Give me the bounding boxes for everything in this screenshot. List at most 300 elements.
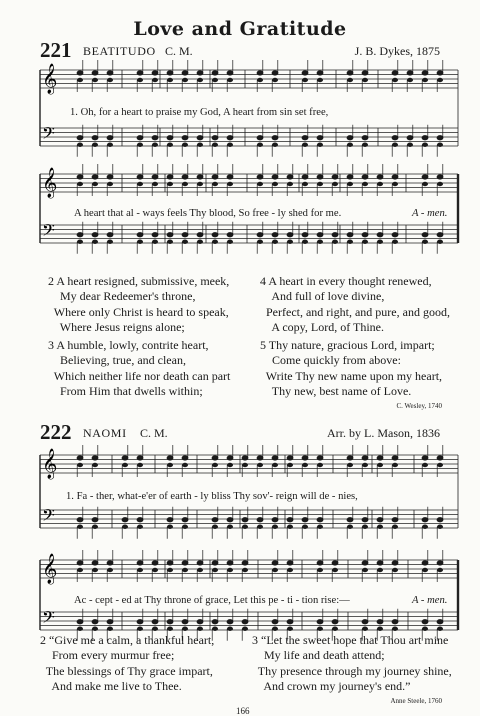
note-head bbox=[107, 233, 113, 237]
note-head bbox=[272, 240, 278, 244]
note-head bbox=[182, 175, 188, 179]
note-head bbox=[137, 525, 143, 529]
note-head bbox=[392, 463, 398, 467]
note-head bbox=[347, 175, 353, 179]
note-head bbox=[287, 240, 293, 244]
note-head bbox=[317, 456, 323, 460]
note-head bbox=[212, 561, 218, 565]
note-head bbox=[377, 620, 383, 624]
note-head bbox=[317, 182, 323, 186]
composer: J. B. Dykes, 1875 bbox=[354, 44, 440, 58]
note-head bbox=[317, 518, 323, 522]
note-head bbox=[407, 78, 413, 82]
note-head bbox=[302, 71, 308, 75]
note-head bbox=[242, 568, 248, 572]
note-head bbox=[197, 233, 203, 237]
note-head bbox=[137, 463, 143, 467]
note-head bbox=[92, 136, 98, 140]
note-head bbox=[92, 525, 98, 529]
note-head bbox=[422, 620, 428, 624]
note-head bbox=[182, 233, 188, 237]
note-head bbox=[362, 561, 368, 565]
note-head bbox=[182, 182, 188, 186]
note-head bbox=[287, 233, 293, 237]
note-head bbox=[407, 143, 413, 147]
note-head bbox=[182, 136, 188, 140]
note-head bbox=[197, 136, 203, 140]
lyric-line: 1. Oh, for a heart to praise my God, A heart from sin set free, bbox=[70, 107, 329, 118]
note-head bbox=[422, 182, 428, 186]
note-head bbox=[362, 182, 368, 186]
note-head bbox=[272, 78, 278, 82]
note-head bbox=[422, 463, 428, 467]
note-head bbox=[107, 71, 113, 75]
note-head bbox=[377, 627, 383, 631]
note-head bbox=[392, 240, 398, 244]
note-head bbox=[167, 620, 173, 624]
note-head bbox=[317, 568, 323, 572]
page-number: 166 bbox=[236, 706, 250, 716]
note-head bbox=[332, 175, 338, 179]
note-head bbox=[422, 240, 428, 244]
note-head bbox=[392, 78, 398, 82]
note-head bbox=[317, 620, 323, 624]
note-head bbox=[107, 143, 113, 147]
note-head bbox=[167, 463, 173, 467]
note-head bbox=[77, 78, 83, 82]
note-head bbox=[422, 627, 428, 631]
treble-clef-icon: 𝄞 bbox=[42, 168, 58, 198]
note-head bbox=[257, 456, 263, 460]
note-head bbox=[347, 143, 353, 147]
note-head bbox=[392, 620, 398, 624]
note-head bbox=[287, 463, 293, 467]
note-head bbox=[392, 71, 398, 75]
note-head bbox=[392, 136, 398, 140]
note-head bbox=[392, 233, 398, 237]
note-head bbox=[152, 240, 158, 244]
amen-text: A - men. bbox=[412, 595, 448, 606]
note-head bbox=[77, 620, 83, 624]
author-credit: C. Wesley, 1740 bbox=[396, 402, 442, 410]
note-head bbox=[107, 568, 113, 572]
note-head bbox=[197, 561, 203, 565]
note-head bbox=[227, 518, 233, 522]
note-head bbox=[347, 182, 353, 186]
composer: Arr. by L. Mason, 1836 bbox=[327, 426, 440, 440]
note-head bbox=[152, 233, 158, 237]
note-head bbox=[362, 456, 368, 460]
note-head bbox=[287, 175, 293, 179]
note-head bbox=[77, 175, 83, 179]
note-head bbox=[422, 561, 428, 565]
note-head bbox=[167, 525, 173, 529]
note-head bbox=[377, 518, 383, 522]
note-head bbox=[182, 568, 188, 572]
note-head bbox=[137, 568, 143, 572]
note-head bbox=[272, 568, 278, 572]
note-head bbox=[287, 561, 293, 565]
treble-clef-icon: 𝄞 bbox=[42, 554, 58, 584]
note-head bbox=[272, 143, 278, 147]
note-head bbox=[302, 143, 308, 147]
bass-clef-icon: 𝄢 bbox=[42, 607, 55, 631]
note-head bbox=[242, 525, 248, 529]
note-head bbox=[107, 561, 113, 565]
note-head bbox=[152, 561, 158, 565]
note-head bbox=[152, 627, 158, 631]
note-head bbox=[227, 78, 233, 82]
note-head bbox=[167, 240, 173, 244]
note-head bbox=[227, 463, 233, 467]
note-head bbox=[362, 240, 368, 244]
note-head bbox=[437, 182, 443, 186]
note-head bbox=[332, 561, 338, 565]
note-head bbox=[212, 463, 218, 467]
note-head bbox=[377, 525, 383, 529]
note-head bbox=[167, 182, 173, 186]
note-head bbox=[347, 71, 353, 75]
note-head bbox=[167, 561, 173, 565]
note-head bbox=[362, 568, 368, 572]
note-head bbox=[302, 456, 308, 460]
note-head bbox=[77, 518, 83, 522]
note-head bbox=[392, 518, 398, 522]
note-head bbox=[107, 620, 113, 624]
note-head bbox=[92, 182, 98, 186]
note-head bbox=[437, 71, 443, 75]
tune-name: BEATITUDO bbox=[83, 44, 156, 58]
note-head bbox=[257, 518, 263, 522]
note-head bbox=[362, 143, 368, 147]
lyric-line: 1. Fa - ther, what-e'er of earth - ly bliss Thy sov'- reign will de - nies, bbox=[66, 491, 358, 502]
note-head bbox=[347, 240, 353, 244]
note-head bbox=[287, 568, 293, 572]
note-head bbox=[107, 182, 113, 186]
note-head bbox=[77, 456, 83, 460]
note-head bbox=[422, 233, 428, 237]
note-head bbox=[347, 518, 353, 522]
note-head bbox=[437, 240, 443, 244]
note-head bbox=[167, 568, 173, 572]
note-head bbox=[377, 561, 383, 565]
note-head bbox=[167, 175, 173, 179]
note-head bbox=[422, 456, 428, 460]
lyric-line: A heart that al - ways feels Thy blood, So free - ly shed for me. bbox=[74, 208, 342, 219]
note-head bbox=[317, 240, 323, 244]
note-head bbox=[422, 143, 428, 147]
note-head bbox=[422, 175, 428, 179]
note-head bbox=[92, 561, 98, 565]
note-head bbox=[182, 143, 188, 147]
note-head bbox=[182, 620, 188, 624]
note-head bbox=[212, 182, 218, 186]
note-head bbox=[287, 620, 293, 624]
note-head bbox=[362, 525, 368, 529]
note-head bbox=[137, 627, 143, 631]
note-head bbox=[197, 620, 203, 624]
note-head bbox=[212, 175, 218, 179]
note-head bbox=[77, 71, 83, 75]
note-head bbox=[182, 71, 188, 75]
note-head bbox=[77, 233, 83, 237]
note-head bbox=[122, 525, 128, 529]
note-head bbox=[362, 233, 368, 237]
note-head bbox=[332, 627, 338, 631]
note-head bbox=[92, 71, 98, 75]
note-head bbox=[317, 71, 323, 75]
note-head bbox=[422, 518, 428, 522]
note-head bbox=[377, 463, 383, 467]
note-head bbox=[437, 136, 443, 140]
verse-4: 4 A heart in every thought renewed, And full of love divine, Perfect, and right, and pure, and good, A copy, Lord, of Thine. bbox=[260, 274, 450, 334]
note-head bbox=[437, 568, 443, 572]
note-head bbox=[437, 463, 443, 467]
note-head bbox=[152, 175, 158, 179]
note-head bbox=[392, 182, 398, 186]
note-head bbox=[392, 143, 398, 147]
note-head bbox=[437, 627, 443, 631]
note-head bbox=[77, 561, 83, 565]
meter: C. M. bbox=[165, 44, 193, 58]
note-head bbox=[362, 78, 368, 82]
note-head bbox=[227, 182, 233, 186]
note-head bbox=[302, 78, 308, 82]
note-head bbox=[167, 78, 173, 82]
note-head bbox=[392, 561, 398, 565]
verse-2: 2 A heart resigned, submissive, meek, My dear Redeemer's throne, Where only Christ is heard to speak, Where Jesus reigns alone; bbox=[48, 274, 230, 334]
note-head bbox=[137, 136, 143, 140]
verse-2: 2 “Give me a calm, a thankful heart, From every murmur free; The blessings of Thy grace impart, And make me live to Thee. bbox=[40, 633, 215, 693]
note-head bbox=[212, 136, 218, 140]
note-head bbox=[362, 71, 368, 75]
note-head bbox=[377, 456, 383, 460]
note-head bbox=[272, 561, 278, 565]
note-head bbox=[197, 182, 203, 186]
note-head bbox=[302, 463, 308, 467]
note-head bbox=[347, 136, 353, 140]
note-head bbox=[272, 456, 278, 460]
note-head bbox=[347, 525, 353, 529]
note-head bbox=[347, 456, 353, 460]
note-head bbox=[212, 568, 218, 572]
note-head bbox=[257, 143, 263, 147]
note-head bbox=[287, 525, 293, 529]
note-head bbox=[92, 175, 98, 179]
note-head bbox=[257, 78, 263, 82]
note-head bbox=[272, 627, 278, 631]
note-head bbox=[272, 71, 278, 75]
note-head bbox=[257, 463, 263, 467]
note-head bbox=[272, 182, 278, 186]
note-head bbox=[167, 143, 173, 147]
note-head bbox=[77, 182, 83, 186]
note-head bbox=[317, 175, 323, 179]
note-head bbox=[92, 627, 98, 631]
note-head bbox=[212, 233, 218, 237]
note-head bbox=[212, 620, 218, 624]
note-head bbox=[107, 627, 113, 631]
note-head bbox=[107, 175, 113, 179]
note-head bbox=[227, 525, 233, 529]
note-head bbox=[77, 525, 83, 529]
note-head bbox=[212, 143, 218, 147]
note-head bbox=[152, 78, 158, 82]
note-head bbox=[437, 518, 443, 522]
note-head bbox=[437, 175, 443, 179]
note-head bbox=[107, 78, 113, 82]
hymn-number: 221 bbox=[40, 38, 72, 62]
note-head bbox=[242, 561, 248, 565]
note-head bbox=[242, 620, 248, 624]
note-head bbox=[332, 568, 338, 572]
note-head bbox=[77, 568, 83, 572]
note-head bbox=[377, 240, 383, 244]
note-head bbox=[437, 233, 443, 237]
note-head bbox=[437, 78, 443, 82]
note-head bbox=[137, 620, 143, 624]
note-head bbox=[167, 456, 173, 460]
note-head bbox=[257, 175, 263, 179]
note-head bbox=[422, 78, 428, 82]
note-head bbox=[302, 175, 308, 179]
note-head bbox=[197, 71, 203, 75]
note-head bbox=[287, 456, 293, 460]
note-head bbox=[392, 175, 398, 179]
note-head bbox=[137, 518, 143, 522]
note-head bbox=[167, 627, 173, 631]
note-head bbox=[137, 175, 143, 179]
note-head bbox=[152, 136, 158, 140]
note-head bbox=[182, 78, 188, 82]
note-head bbox=[332, 620, 338, 624]
note-head bbox=[92, 143, 98, 147]
note-head bbox=[332, 240, 338, 244]
note-head bbox=[362, 136, 368, 140]
note-head bbox=[392, 568, 398, 572]
note-head bbox=[212, 71, 218, 75]
verse-5: 5 Thy nature, gracious Lord, impart; Come quickly from above: Write Thy new name upon my heart, Thy new, best name of Love. bbox=[260, 338, 443, 398]
note-head bbox=[392, 525, 398, 529]
note-head bbox=[317, 627, 323, 631]
note-head bbox=[137, 182, 143, 186]
note-head bbox=[302, 136, 308, 140]
note-head bbox=[92, 463, 98, 467]
note-head bbox=[152, 620, 158, 624]
note-head bbox=[167, 136, 173, 140]
note-head bbox=[227, 456, 233, 460]
note-head bbox=[257, 182, 263, 186]
hymn-number: 222 bbox=[40, 420, 72, 444]
note-head bbox=[152, 182, 158, 186]
note-head bbox=[317, 561, 323, 565]
amen-text: A - men. bbox=[412, 208, 448, 219]
note-head bbox=[287, 518, 293, 522]
note-head bbox=[362, 518, 368, 522]
note-head bbox=[212, 78, 218, 82]
note-head bbox=[287, 627, 293, 631]
note-head bbox=[407, 136, 413, 140]
note-head bbox=[317, 463, 323, 467]
note-head bbox=[302, 240, 308, 244]
note-head bbox=[92, 233, 98, 237]
meter: C. M. bbox=[140, 426, 168, 440]
note-head bbox=[272, 175, 278, 179]
note-head bbox=[362, 627, 368, 631]
note-head bbox=[212, 627, 218, 631]
note-head bbox=[317, 525, 323, 529]
note-head bbox=[182, 518, 188, 522]
note-head bbox=[347, 78, 353, 82]
note-head bbox=[92, 620, 98, 624]
note-head bbox=[272, 136, 278, 140]
note-head bbox=[212, 456, 218, 460]
note-head bbox=[122, 463, 128, 467]
note-head bbox=[227, 620, 233, 624]
note-head bbox=[227, 143, 233, 147]
note-head bbox=[317, 78, 323, 82]
note-head bbox=[182, 456, 188, 460]
note-head bbox=[437, 525, 443, 529]
note-head bbox=[77, 143, 83, 147]
note-head bbox=[197, 240, 203, 244]
note-head bbox=[272, 463, 278, 467]
note-head bbox=[392, 627, 398, 631]
note-head bbox=[437, 561, 443, 565]
note-head bbox=[257, 136, 263, 140]
note-head bbox=[377, 568, 383, 572]
note-head bbox=[197, 143, 203, 147]
note-head bbox=[137, 233, 143, 237]
note-head bbox=[92, 240, 98, 244]
note-head bbox=[167, 71, 173, 75]
author-credit: Anne Steele, 1760 bbox=[390, 697, 442, 705]
note-head bbox=[77, 627, 83, 631]
note-head bbox=[377, 233, 383, 237]
note-head bbox=[167, 233, 173, 237]
bass-clef-icon: 𝄢 bbox=[42, 220, 55, 244]
note-head bbox=[152, 568, 158, 572]
note-head bbox=[182, 561, 188, 565]
note-head bbox=[77, 136, 83, 140]
note-head bbox=[182, 240, 188, 244]
note-head bbox=[197, 627, 203, 631]
treble-clef-icon: 𝄞 bbox=[42, 64, 58, 94]
note-head bbox=[227, 568, 233, 572]
note-head bbox=[92, 518, 98, 522]
note-head bbox=[422, 71, 428, 75]
note-head bbox=[137, 143, 143, 147]
note-head bbox=[317, 136, 323, 140]
note-head bbox=[302, 233, 308, 237]
note-head bbox=[302, 525, 308, 529]
note-head bbox=[392, 456, 398, 460]
section-title: Love and Gratitude bbox=[133, 18, 347, 40]
note-head bbox=[422, 568, 428, 572]
note-head bbox=[422, 136, 428, 140]
note-head bbox=[137, 240, 143, 244]
note-head bbox=[242, 518, 248, 522]
note-head bbox=[272, 620, 278, 624]
note-head bbox=[227, 240, 233, 244]
note-head bbox=[302, 182, 308, 186]
note-head bbox=[242, 463, 248, 467]
note-head bbox=[317, 143, 323, 147]
note-head bbox=[257, 233, 263, 237]
note-head bbox=[422, 525, 428, 529]
verse-3: 3 “Let the sweet hope that Thou art mine My life and death attend; Thy presence through my journey shine, And crown my journey's end.” bbox=[252, 633, 452, 693]
note-head bbox=[332, 233, 338, 237]
